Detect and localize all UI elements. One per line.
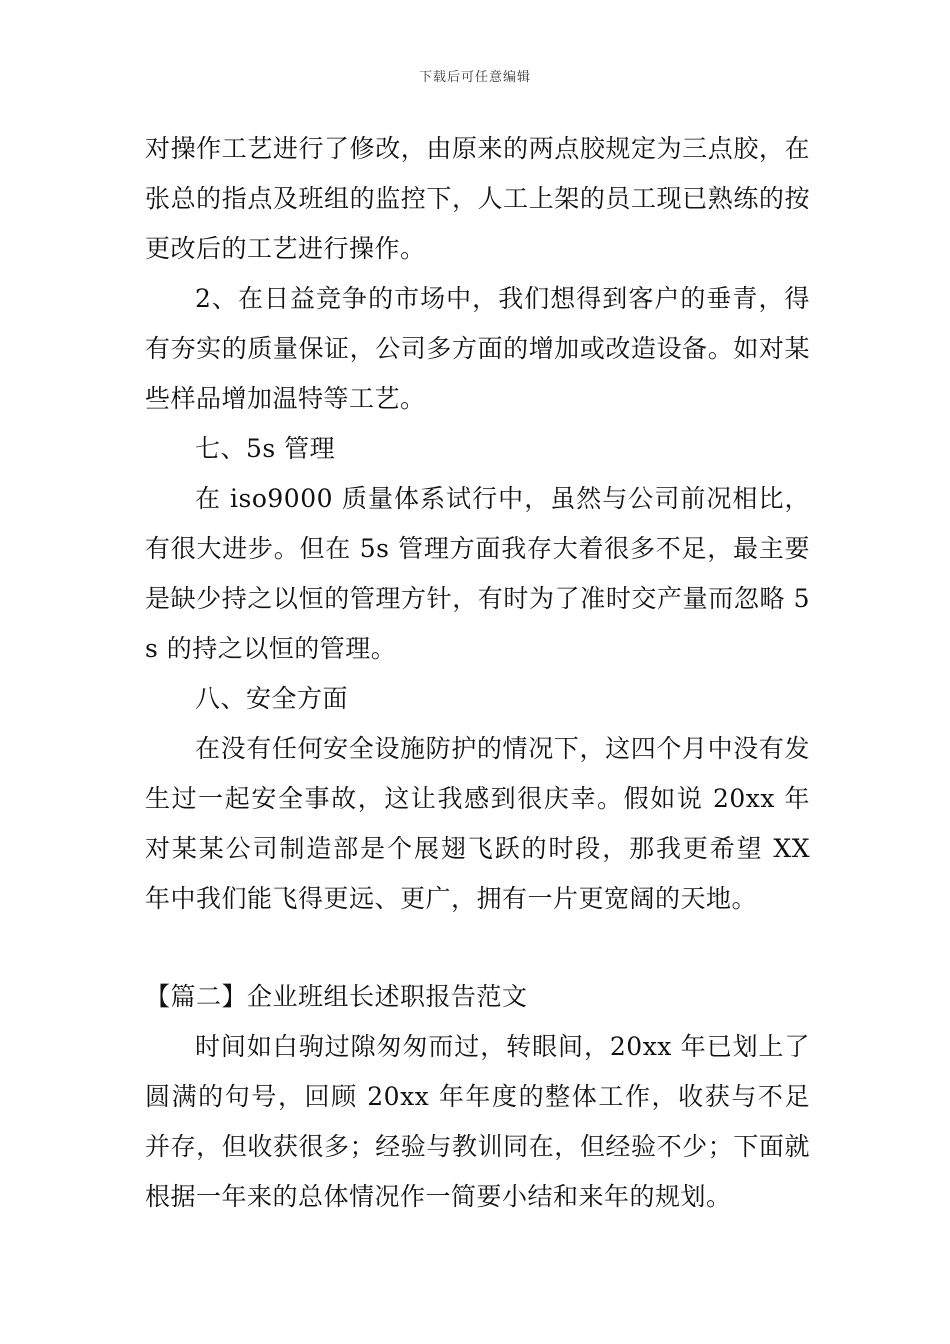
page-header-note: 下载后可任意编辑 <box>418 70 531 85</box>
paragraph-equipment-upgrade: 2、在日益竞争的市场中，我们想得到客户的垂青，得有夯实的质量保证，公司多方面的增加或改造设备。如对某些样品增加温特等工艺。 <box>145 284 810 413</box>
document-body <box>145 124 810 1222</box>
paragraph-annual-review: 时间如白驹过隙匆匆而过，转眼间，20xx 年已划上了圆满的句号，回顾 20xx 年年度的整体工作，收获与不足并存，但收获很多；经验与教训同在，但经验不少；下面就根据一年来的总体情况作一简要小结和来年的规划。 <box>145 1032 810 1211</box>
section-title-part-two: 【篇二】企业班组长述职报告范文 <box>145 982 528 1011</box>
paragraph-safety: 在没有任何安全设施防护的情况下，这四个月中没有发生过一起安全事故，这让我感到很庆幸。假如说 20xx 年对某某公司制造部是个展翅飞跃的时段，那我更希望 XX 年中我们能飞得更远、更广，拥有一片更宽阔的天地。 <box>145 734 810 913</box>
paragraph-5s-management: 在 iso9000 质量体系试行中，虽然与公司前况相比，有很大进步。但在 5s 管理方面我存大着很多不足，最主要是缺少持之以恒的管理方针，有时为了准时交产量而忽略 5s 的持之以恒的管理。 <box>145 484 810 663</box>
paragraph-process-change: 对操作工艺进行了修改，由原来的两点胶规定为三点胶，在张总的指点及班组的监控下，人工上架的员工现已熟练的按更改后的工艺进行操作。 <box>145 134 810 263</box>
heading-5s-management: 七、5s 管理 <box>195 434 336 463</box>
heading-safety: 八、安全方面 <box>195 684 349 713</box>
